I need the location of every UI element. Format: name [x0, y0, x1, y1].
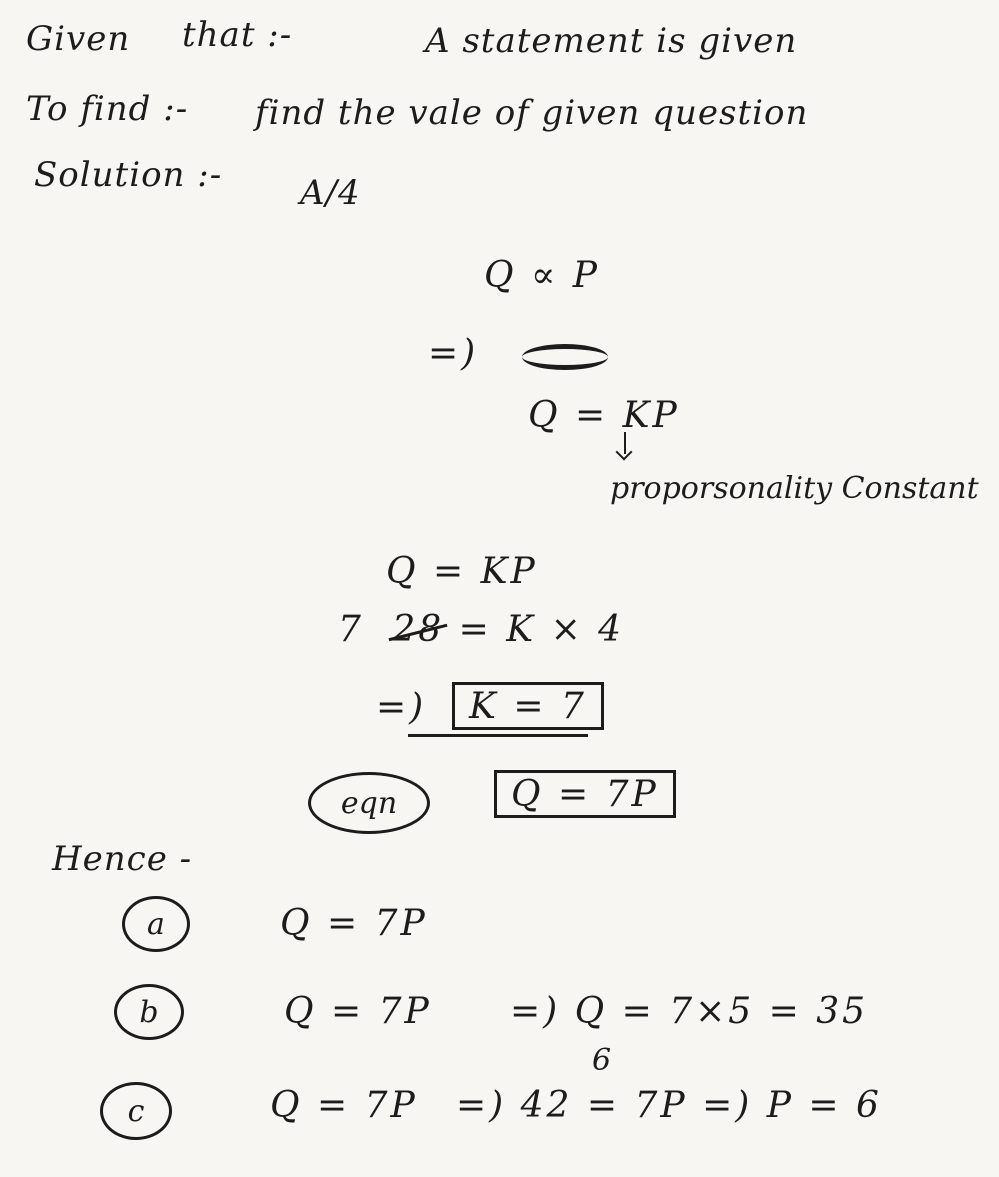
- option-a-circle: a: [122, 896, 190, 952]
- option-b-circle: b: [114, 984, 184, 1040]
- k-result-box: K = 7: [452, 682, 604, 730]
- substitution-prefix: 7: [338, 609, 364, 650]
- given-that: that :-: [182, 15, 293, 55]
- given-label: Given: [26, 19, 131, 59]
- substitution-struck-value: 28: [392, 609, 445, 650]
- option-c-circle: c: [100, 1082, 172, 1140]
- underline-bar: [408, 734, 588, 737]
- proportional-statement: Q ∝ P: [484, 255, 600, 296]
- implies-arrow-2: =): [376, 687, 427, 728]
- equation-q-kp: Q = KP: [528, 395, 680, 436]
- implies-arrow-1: =): [428, 333, 479, 374]
- substitution-line: [338, 609, 625, 650]
- given-text: A statement is given: [425, 21, 798, 61]
- option-c-note: 6: [592, 1043, 612, 1078]
- down-arrow-icon: [624, 432, 626, 454]
- scribble-mark: [522, 344, 608, 370]
- to-find-text: find the vale of given question: [255, 93, 809, 133]
- eqn-circle-label: eqn: [308, 772, 430, 834]
- hence-label: Hence -: [52, 839, 193, 879]
- option-c-equation: Q = 7P: [270, 1085, 418, 1126]
- option-b-result: =) Q = 7×5 = 35: [510, 991, 869, 1032]
- option-c-result: =) 42 = 7P =) P = 6: [456, 1085, 882, 1126]
- substitution-rest: = K × 4: [458, 609, 625, 650]
- final-equation-box: Q = 7P: [494, 770, 676, 818]
- reference-label: A/4: [300, 173, 361, 213]
- to-find-label: To find :-: [26, 89, 189, 129]
- equation-repeat: Q = KP: [386, 551, 538, 592]
- solution-label: Solution :-: [34, 155, 223, 195]
- option-b-equation: Q = 7P: [284, 991, 432, 1032]
- option-a-equation: Q = 7P: [280, 903, 428, 944]
- constant-note: proporsonality Constant: [610, 471, 979, 506]
